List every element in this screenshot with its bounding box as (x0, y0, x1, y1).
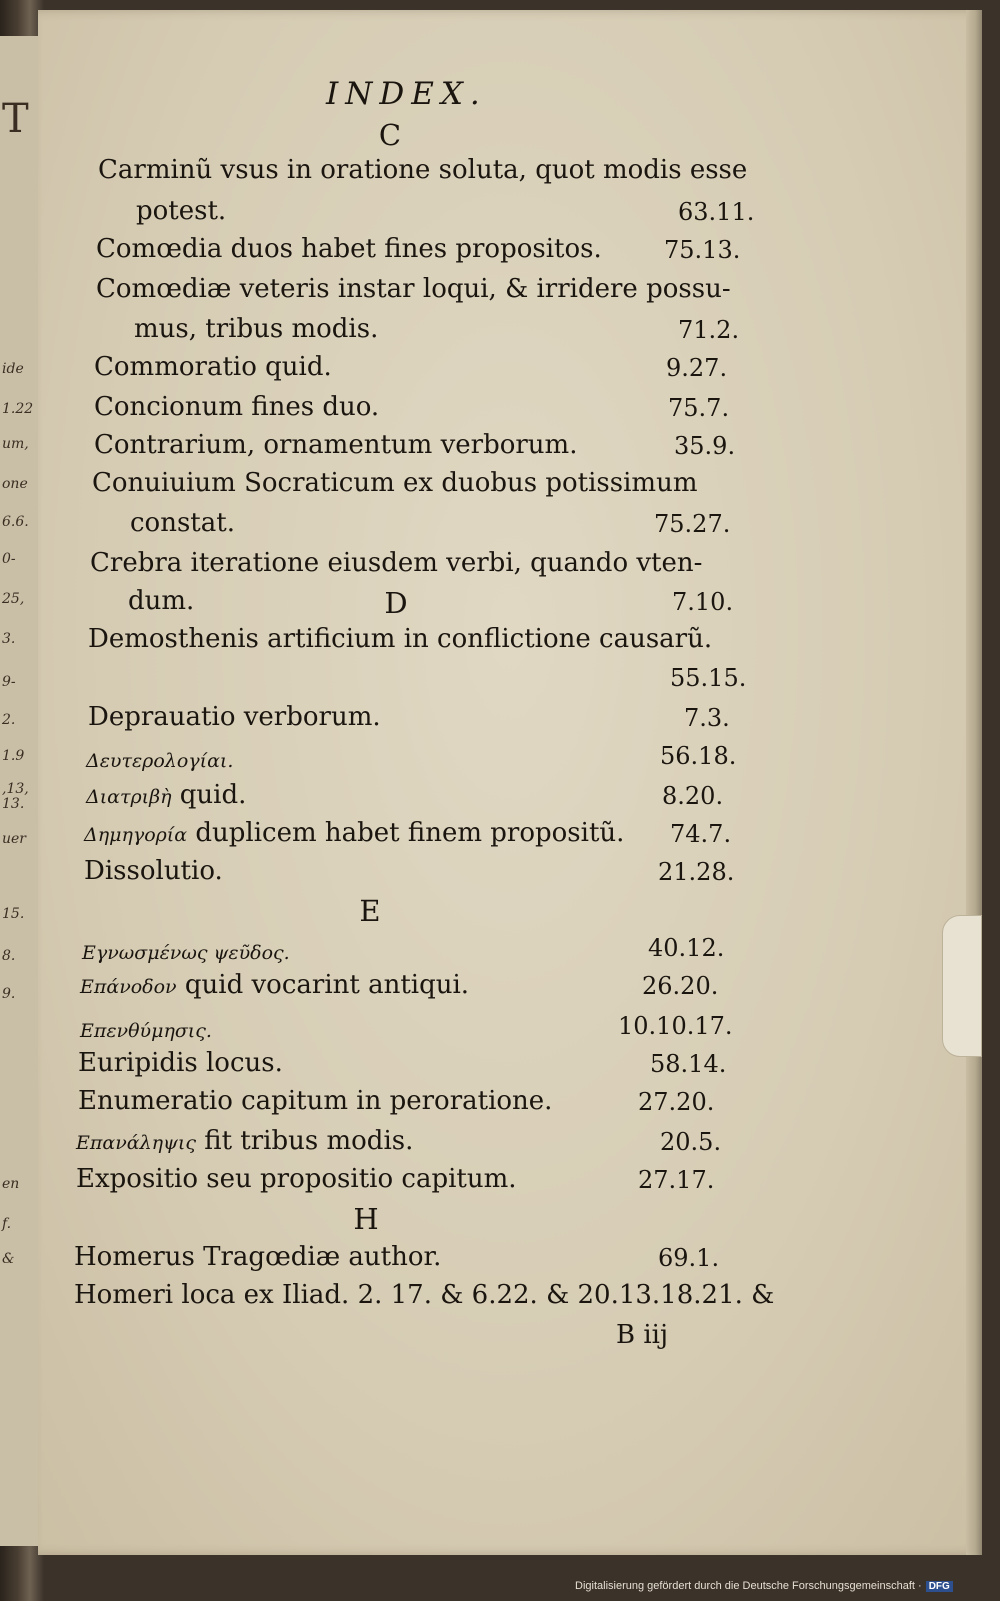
greek-term: Επάνοδον (80, 976, 177, 998)
index-entry (76, 1126, 413, 1156)
page-reference: 20.5. (660, 1128, 722, 1156)
index-entry: Demosthenis artificium in conflictione causarũ. (88, 624, 713, 654)
dfg-logo: DFG (926, 1581, 953, 1592)
section-letter-e: E (359, 894, 381, 928)
index-entry (80, 970, 469, 1000)
edge-fragment: 1.22 (2, 401, 34, 417)
edge-fragment: f. (2, 1216, 12, 1232)
index-entry (80, 1014, 212, 1044)
footer-text: Digitalisierung gefördert durch die Deutsche Forschungsgemeinschaft (575, 1580, 915, 1592)
section-letter-h: H (353, 1202, 379, 1236)
edge-initial: T (2, 96, 29, 142)
greek-term: Δημηγορία (84, 824, 188, 846)
greek-term: Δευτερολογίαι. (86, 750, 234, 772)
edge-fragment: ide (2, 361, 24, 377)
index-entry (86, 780, 246, 810)
edge-fragment: 9- (2, 674, 16, 690)
edge-fragment: uer (2, 831, 26, 847)
index-entry: constat. (130, 508, 235, 538)
page-reference: 75.7. (668, 394, 730, 422)
index-entry: Euripidis locus. (78, 1048, 283, 1078)
index-entry: Homeri loca ex Iliad. 2. 17. & 6.22. & 20.13.18.21. & (74, 1280, 775, 1310)
page-reference: 26.20. (642, 972, 719, 1000)
index-entry: Homerus Tragœdiæ author. (74, 1242, 442, 1272)
page-reference: 55.15. (670, 664, 747, 692)
index-entry: Commoratio quid. (94, 352, 332, 382)
index-entry: Conuiuium Socraticum ex duobus potissimum (92, 468, 698, 498)
page-reference: 74.7. (670, 820, 732, 848)
index-entry: Comœdia duos habet fines propositos. (96, 234, 602, 264)
index-entry: Expositio seu propositio capitum. (76, 1164, 517, 1194)
index-entry-text: quid vocarint antiqui. (184, 970, 470, 1000)
edge-fragment: 9. (2, 986, 16, 1002)
page-reference: 27.20. (638, 1088, 715, 1116)
index-entry: Dissolutio. (84, 856, 223, 886)
index-entry: Enumeratio capitum in peroratione. (78, 1086, 553, 1116)
page-reference: 9.27. (666, 354, 728, 382)
page-reference: 75.27. (654, 510, 731, 538)
index-entry (84, 818, 624, 848)
page-reference: 7.10. (672, 588, 734, 616)
greek-term: Επανάληψις (76, 1132, 196, 1154)
edge-fragment: 1.9 (2, 748, 25, 764)
page-reference: 58.14. (650, 1050, 727, 1078)
index-entry: mus, tribus modis. (134, 314, 379, 344)
page-reference: 56.18. (660, 742, 737, 770)
greek-term: Διατριβὴ (86, 786, 172, 808)
edge-fragment: one (2, 476, 28, 492)
index-entry: Carminũ vsus in oratione soluta, quot modis esse (98, 155, 748, 185)
page-reference: 63.11. (678, 198, 755, 226)
page-reference: 27.17. (638, 1166, 715, 1194)
index-entry: Contrarium, ornamentum verborum. (94, 430, 578, 460)
index-entry: dum. (128, 586, 195, 616)
index-entry (86, 744, 233, 774)
book-page (38, 10, 982, 1555)
greek-term: Εγνωσμένως ψεῦδος. (82, 942, 290, 964)
previous-page-edge (0, 36, 40, 1546)
footer-credit: Digitalisierung gefördert durch die Deutsche Forschungsgemeinschaft · DFG (575, 1580, 953, 1592)
edge-fragment: 8. (2, 948, 16, 964)
edge-fragment: 6.6. (2, 514, 29, 530)
edge-fragment: 15. (2, 906, 25, 922)
index-entry-text: fit tribus modis. (204, 1126, 414, 1156)
page-reference: 21.28. (658, 858, 735, 886)
edge-fragment: 25, (2, 591, 25, 607)
greek-term: Επενθύμησις. (80, 1020, 212, 1042)
index-entry-text: duplicem habet finem propositũ. (195, 818, 625, 848)
index-entry: Comœdiæ veteris instar loqui, & irridere possu- (96, 274, 731, 304)
signature-mark: B iij (616, 1320, 669, 1350)
edge-fragment: 13. (2, 796, 25, 812)
index-entry: potest. (136, 196, 227, 226)
edge-fragment: 3. (2, 631, 16, 647)
edge-fragment: en (2, 1176, 20, 1192)
edge-fragment: 2. (2, 712, 16, 728)
section-letter-d: D (384, 586, 408, 620)
edge-fragment: ,13, (2, 781, 29, 797)
page-reference: 71.2. (678, 316, 740, 344)
page-reference: 40.12. (648, 934, 725, 962)
index-content (38, 10, 982, 1555)
page-header: INDEX. (326, 76, 487, 112)
edge-fragment: 0- (2, 551, 16, 567)
edge-fragment: & (2, 1251, 15, 1267)
index-entry: Crebra iteratione eiusdem verbi, quando vten- (90, 548, 703, 578)
page-reference: 10.10.17. (618, 1012, 733, 1040)
index-entry-text: quid. (179, 780, 247, 810)
edge-fragment: um, (2, 436, 29, 452)
page-reference: 7.3. (684, 704, 730, 732)
page-reference: 75.13. (664, 236, 741, 264)
index-entry (82, 936, 290, 966)
page-reference: 69.1. (658, 1244, 720, 1272)
section-letter-c: C (378, 118, 402, 152)
page-reference: 35.9. (674, 432, 736, 460)
index-entry: Concionum fines duo. (94, 392, 380, 422)
page-reference: 8.20. (662, 782, 724, 810)
index-entry: Deprauatio verborum. (88, 702, 381, 732)
